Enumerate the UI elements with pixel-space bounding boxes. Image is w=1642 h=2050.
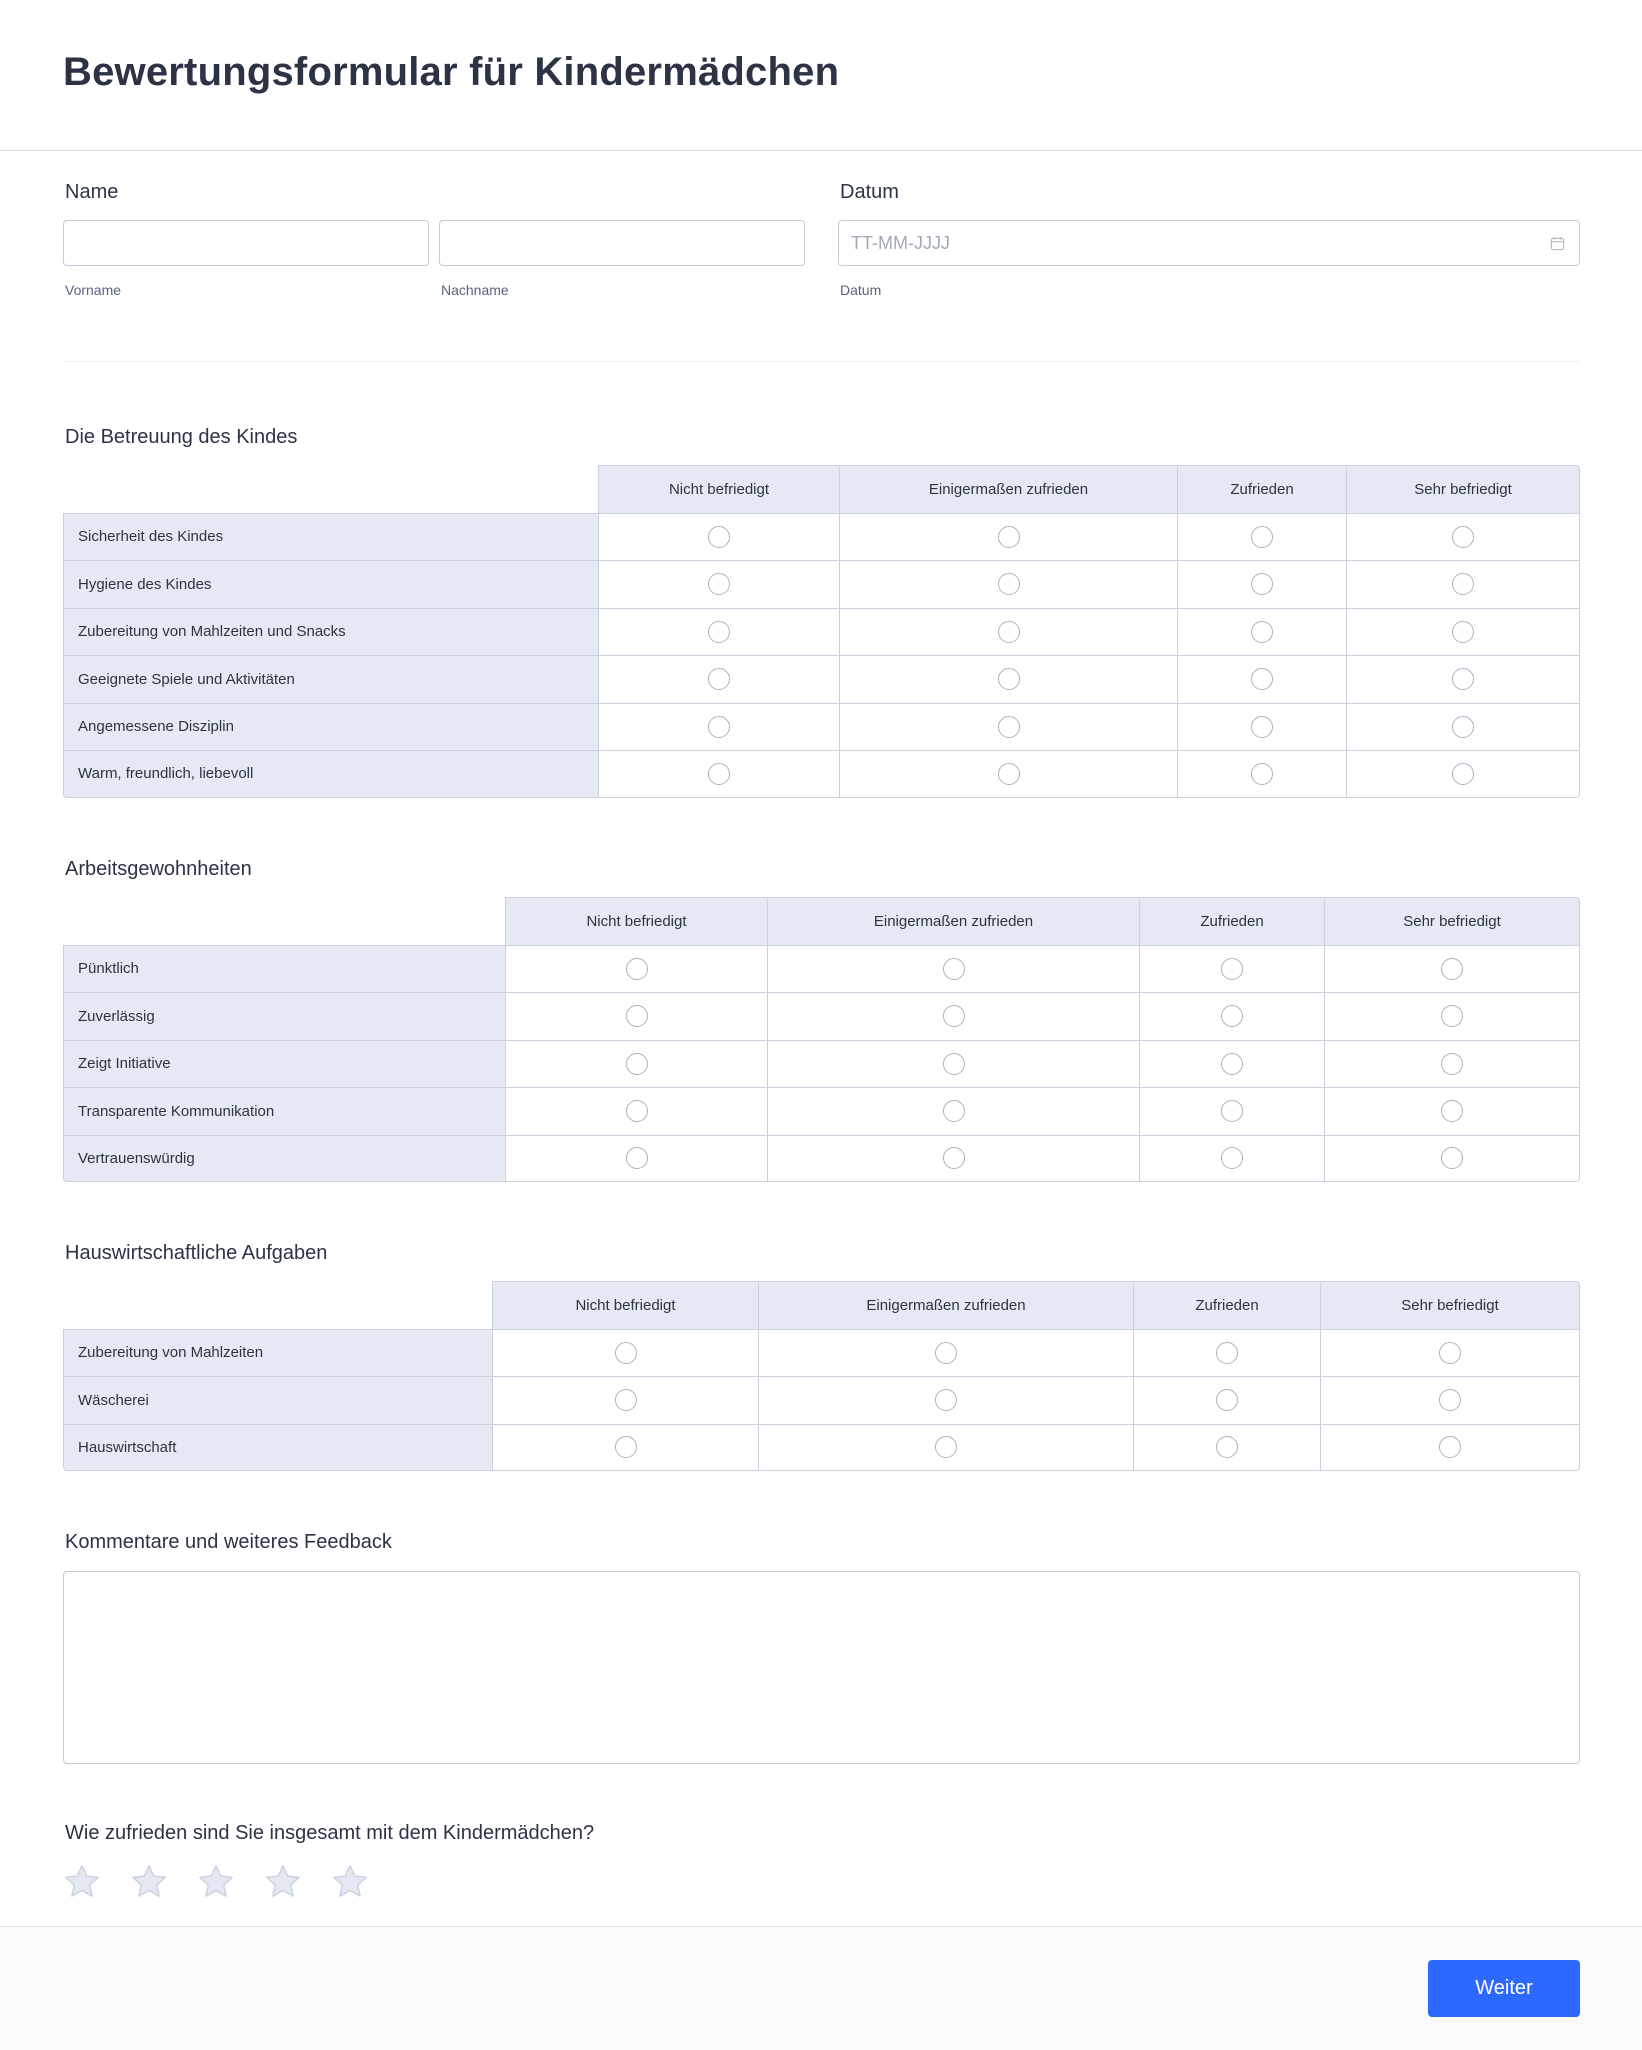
matrix-row	[63, 703, 1580, 751]
radio-option[interactable]	[935, 1342, 957, 1364]
radio-option[interactable]	[626, 1005, 648, 1027]
column-header: Zufrieden	[1140, 897, 1325, 945]
radio-option[interactable]	[1251, 716, 1273, 738]
row-label: Vertrauenswürdig	[63, 1135, 506, 1183]
radio-option[interactable]	[1452, 716, 1474, 738]
first-name-sublabel: Vorname	[65, 282, 122, 298]
radio-option[interactable]	[1441, 1005, 1463, 1027]
date-label: Datum	[840, 181, 899, 203]
calendar-icon[interactable]	[1550, 236, 1565, 251]
radio-option[interactable]	[1216, 1436, 1238, 1458]
rating-label: Wie zufrieden sind Sie insgesamt mit dem Kindermädchen?	[65, 1822, 595, 1844]
radio-option[interactable]	[1251, 763, 1273, 785]
form-title: Bewertungsformular für Kindermädchen	[63, 50, 840, 94]
matrix-haushalt	[63, 1281, 1580, 1471]
radio-option[interactable]	[1452, 526, 1474, 548]
star-icon[interactable]	[62, 1862, 102, 1902]
row-label: Zeigt Initiative	[63, 1040, 506, 1088]
radio-option[interactable]	[708, 621, 730, 643]
matrix-row	[63, 513, 1580, 561]
column-header: Nicht befriedigt	[493, 1281, 759, 1329]
form-header	[0, 0, 1642, 151]
matrix-row	[63, 655, 1580, 703]
row-label: Pünktlich	[63, 945, 506, 993]
radio-option[interactable]	[1221, 1147, 1243, 1169]
row-label: Zuverlässig	[63, 992, 506, 1040]
matrix-row	[63, 750, 1580, 798]
first-name-input[interactable]	[63, 220, 429, 266]
radio-option[interactable]	[626, 1100, 648, 1122]
matrix-row	[63, 1087, 1580, 1135]
radio-option[interactable]	[943, 958, 965, 980]
row-label: Angemessene Disziplin	[63, 703, 599, 751]
radio-option[interactable]	[1216, 1342, 1238, 1364]
radio-option[interactable]	[943, 1147, 965, 1169]
radio-option[interactable]	[1251, 573, 1273, 595]
radio-option[interactable]	[708, 763, 730, 785]
date-sublabel: Datum	[840, 282, 882, 298]
radio-option[interactable]	[998, 763, 1020, 785]
row-label: Zubereitung von Mahlzeiten	[63, 1329, 493, 1377]
matrix-row	[63, 1424, 1580, 1472]
radio-option[interactable]	[998, 621, 1020, 643]
last-name-input[interactable]	[439, 220, 805, 266]
matrix-row	[63, 945, 1580, 993]
last-name-sublabel: Nachname	[441, 282, 509, 298]
radio-option[interactable]	[1251, 526, 1273, 548]
matrix-corner	[63, 465, 599, 513]
column-header: Sehr befriedigt	[1321, 1281, 1580, 1329]
star-icon[interactable]	[263, 1862, 303, 1902]
matrix-row	[63, 992, 1580, 1040]
radio-option[interactable]	[615, 1389, 637, 1411]
matrix-arbeit	[63, 897, 1580, 1182]
star-icon[interactable]	[330, 1862, 370, 1902]
matrix-row	[63, 560, 1580, 608]
radio-option[interactable]	[1251, 668, 1273, 690]
row-label: Wäscherei	[63, 1376, 493, 1424]
column-header: Sehr befriedigt	[1347, 465, 1580, 513]
row-label: Geeignete Spiele und Aktivitäten	[63, 655, 599, 703]
radio-option[interactable]	[935, 1436, 957, 1458]
matrix-row	[63, 1329, 1580, 1377]
date-input[interactable]	[838, 220, 1580, 266]
radio-option[interactable]	[1216, 1389, 1238, 1411]
radio-option[interactable]	[1452, 763, 1474, 785]
radio-option[interactable]	[1251, 621, 1273, 643]
matrix-row	[63, 1376, 1580, 1424]
comments-label: Kommentare und weiteres Feedback	[65, 1531, 392, 1553]
radio-option[interactable]	[708, 668, 730, 690]
section-title-betreuung: Die Betreuung des Kindes	[65, 426, 298, 448]
matrix-row	[63, 1040, 1580, 1088]
next-button[interactable]: Weiter	[1428, 1960, 1580, 2017]
radio-option[interactable]	[1221, 1053, 1243, 1075]
radio-option[interactable]	[626, 958, 648, 980]
radio-option[interactable]	[615, 1436, 637, 1458]
row-label: Transparente Kommunikation	[63, 1087, 506, 1135]
radio-option[interactable]	[1441, 958, 1463, 980]
radio-option[interactable]	[935, 1389, 957, 1411]
radio-option[interactable]	[1452, 668, 1474, 690]
radio-option[interactable]	[998, 573, 1020, 595]
radio-option[interactable]	[1452, 621, 1474, 643]
row-label: Hygiene des Kindes	[63, 560, 599, 608]
column-header: Zufrieden	[1178, 465, 1347, 513]
radio-option[interactable]	[626, 1147, 648, 1169]
section-title-arbeit: Arbeitsgewohnheiten	[65, 858, 252, 880]
radio-option[interactable]	[943, 1053, 965, 1075]
matrix-corner	[63, 1281, 493, 1329]
row-label: Hauswirtschaft	[63, 1424, 493, 1472]
column-header: Zufrieden	[1134, 1281, 1321, 1329]
row-label: Warm, freundlich, liebevoll	[63, 750, 599, 798]
radio-option[interactable]	[943, 1005, 965, 1027]
column-header: Einigermaßen zufrieden	[840, 465, 1178, 513]
column-header: Einigermaßen zufrieden	[759, 1281, 1134, 1329]
radio-option[interactable]	[1439, 1436, 1461, 1458]
column-header: Sehr befriedigt	[1325, 897, 1580, 945]
radio-option[interactable]	[1441, 1147, 1463, 1169]
column-header: Einigermaßen zufrieden	[768, 897, 1140, 945]
radio-option[interactable]	[1441, 1100, 1463, 1122]
row-label: Sicherheit des Kindes	[63, 513, 599, 561]
name-label: Name	[65, 181, 119, 203]
column-header: Nicht befriedigt	[506, 897, 768, 945]
radio-option[interactable]	[1221, 1100, 1243, 1122]
star-icon[interactable]	[196, 1862, 236, 1902]
radio-option[interactable]	[998, 668, 1020, 690]
comments-textarea[interactable]	[63, 1571, 1580, 1764]
matrix-row	[63, 1135, 1580, 1183]
radio-option[interactable]	[998, 526, 1020, 548]
date-placeholder: TT-MM-JJJJ	[851, 232, 950, 253]
matrix-row	[63, 608, 1580, 656]
radio-option[interactable]	[708, 526, 730, 548]
section-title-haushalt: Hauswirtschaftliche Aufgaben	[65, 1242, 328, 1264]
column-header: Nicht befriedigt	[599, 465, 840, 513]
radio-option[interactable]	[626, 1053, 648, 1075]
matrix-betreuung	[63, 465, 1580, 798]
radio-option[interactable]	[943, 1100, 965, 1122]
form-footer	[0, 1926, 1642, 2050]
radio-option[interactable]	[1439, 1342, 1461, 1364]
star-icon[interactable]	[129, 1862, 169, 1902]
radio-option[interactable]	[615, 1342, 637, 1364]
radio-option[interactable]	[1452, 573, 1474, 595]
star-rating	[62, 1862, 370, 1902]
row-label: Zubereitung von Mahlzeiten und Snacks	[63, 608, 599, 656]
radio-option[interactable]	[1221, 958, 1243, 980]
section-divider	[63, 361, 1580, 362]
radio-option[interactable]	[708, 716, 730, 738]
radio-option[interactable]	[708, 573, 730, 595]
radio-option[interactable]	[1441, 1053, 1463, 1075]
radio-option[interactable]	[1439, 1389, 1461, 1411]
matrix-corner	[63, 897, 506, 945]
radio-option[interactable]	[998, 716, 1020, 738]
radio-option[interactable]	[1221, 1005, 1243, 1027]
